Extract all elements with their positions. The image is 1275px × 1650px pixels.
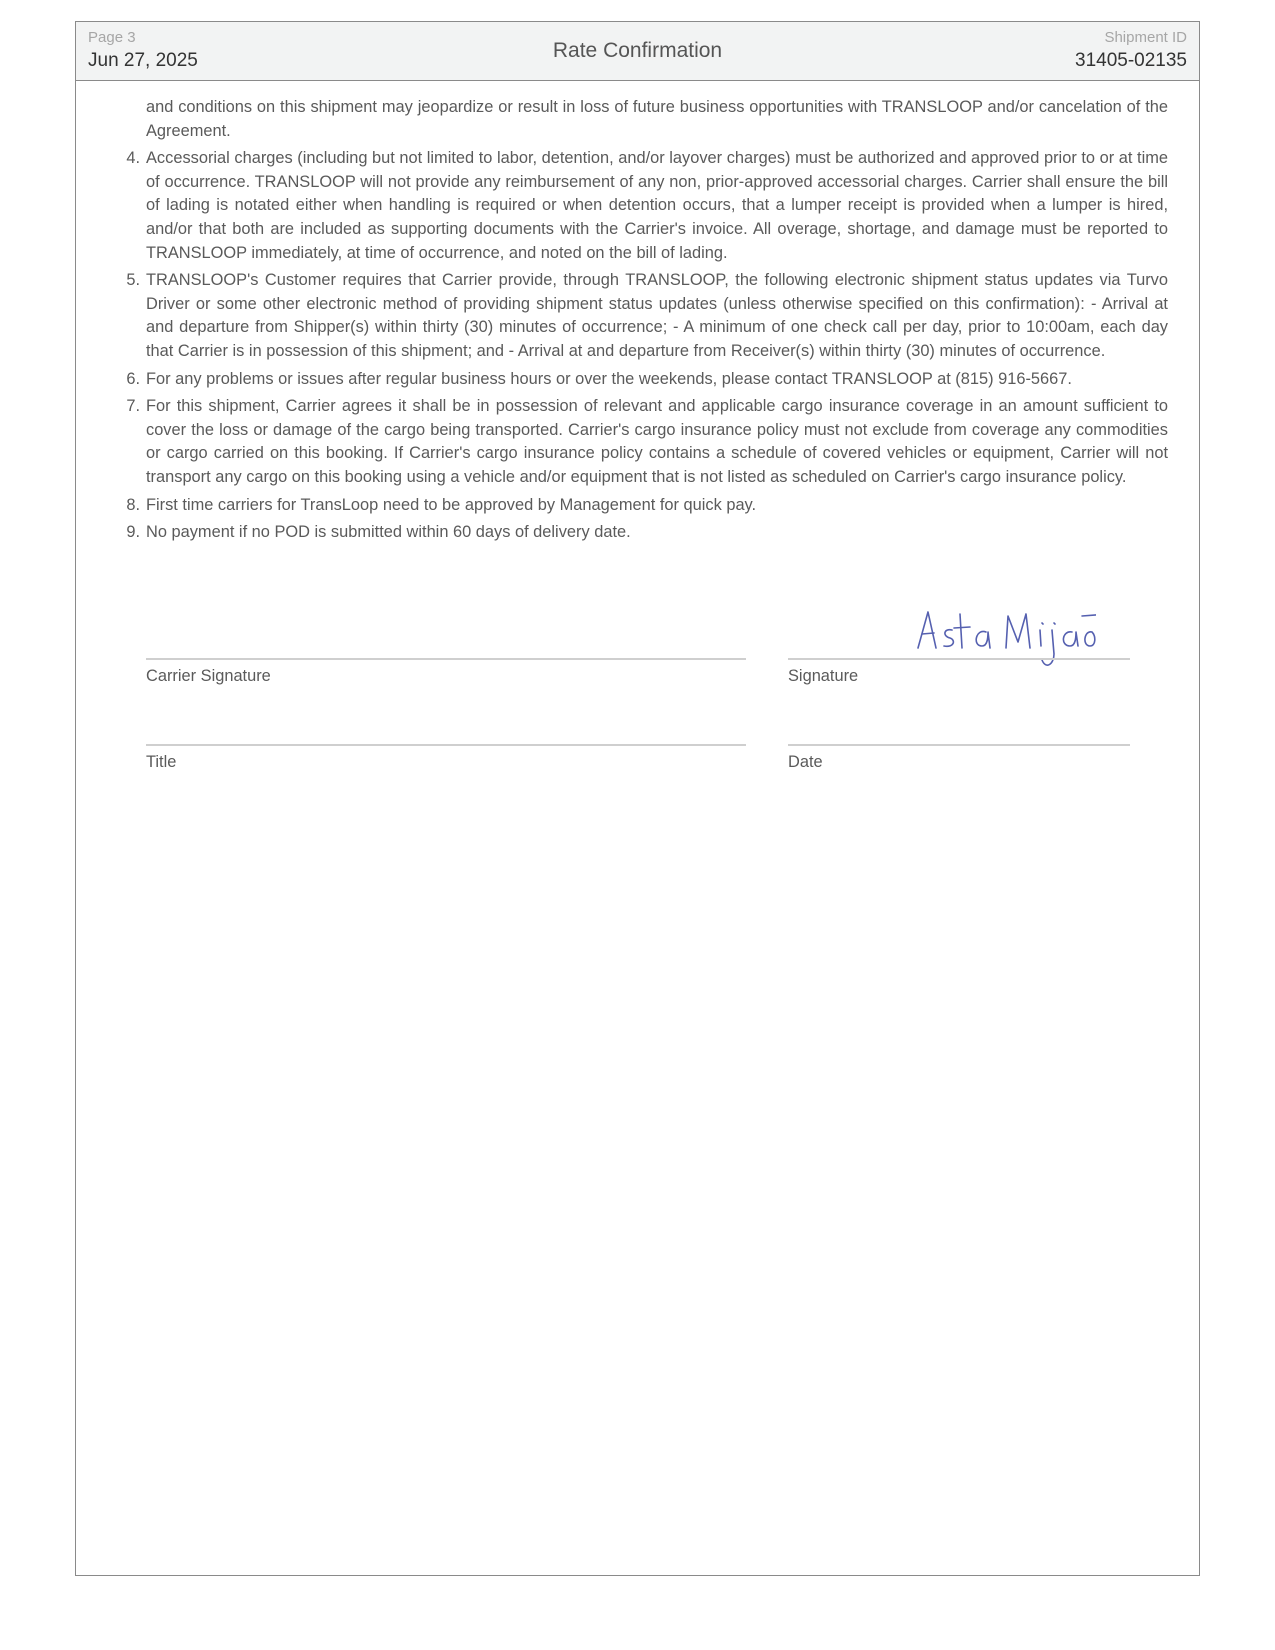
term-number: 5. bbox=[126, 271, 140, 290]
term-continuation: and conditions on this shipment may jeopardize or result in loss of future business opportunities with TRANSLOOP and/or cancelation of the Agreement. bbox=[146, 98, 1168, 140]
handwritten-signature bbox=[896, 602, 1096, 682]
shipment-id: 31405-02135 bbox=[1075, 50, 1187, 71]
terms-list bbox=[126, 96, 1168, 549]
carrier-signature-label: Carrier Signature bbox=[146, 667, 271, 685]
term-item-9 bbox=[126, 521, 1168, 545]
page-number: Page 3 bbox=[88, 29, 136, 46]
document-title: Rate Confirmation bbox=[552, 39, 723, 62]
document-date: Jun 27, 2025 bbox=[88, 50, 198, 71]
title-line[interactable] bbox=[146, 744, 746, 746]
term-number: 6. bbox=[126, 369, 140, 388]
header-right bbox=[1075, 29, 1187, 73]
term-item-5 bbox=[126, 269, 1168, 363]
carrier-signature-line[interactable] bbox=[146, 658, 746, 660]
signature-block bbox=[146, 602, 1168, 822]
term-number: 8. bbox=[126, 495, 140, 514]
title-label: Title bbox=[146, 753, 177, 771]
term-text: No payment if no POD is submitted within 60 days of delivery date. bbox=[146, 523, 631, 542]
term-text: For any problems or issues after regular business hours or over the weekends, please contact TRANSLOOP at (815) 916-5667. bbox=[146, 369, 1072, 388]
term-text: Accessorial charges (including but not limited to labor, detention, and/or layover charges) must be authorized and approved prior to or at time of occurrence. TRANSLOOP will not provide any reimbursement of any non, prior-approved accessorial charges. Carrier shall ensure the bill of lading is notated either when handling is required or when detention occurs, that a lumper receipt is provided when a lumper is hired, and/or that both are included as supporting documents with the Carrier's invoice. All overage, shortage, and damage must be reported to TRANSLOOP immediately, at time of occurrence, and noted on the bill of lading. bbox=[146, 149, 1168, 262]
term-number: 7. bbox=[126, 397, 140, 416]
term-text: First time carriers for TransLoop need to be approved by Management for quick pay. bbox=[146, 495, 757, 514]
signature-line[interactable] bbox=[788, 658, 1130, 660]
term-item-7 bbox=[126, 395, 1168, 489]
page-header bbox=[76, 22, 1199, 81]
page-frame bbox=[75, 21, 1200, 1576]
shipment-id-label: Shipment ID bbox=[1104, 29, 1187, 46]
date-label: Date bbox=[788, 753, 823, 771]
term-item-6 bbox=[126, 368, 1168, 392]
signature-label: Signature bbox=[788, 667, 859, 685]
term-number: 9. bbox=[126, 523, 140, 542]
term-item-8 bbox=[126, 494, 1168, 518]
signature-name: Asta Mijač bbox=[896, 602, 901, 603]
term-number: 4. bbox=[126, 149, 140, 168]
term-text: For this shipment, Carrier agrees it shall be in possession of relevant and applicable cargo insurance coverage in an amount sufficient to cover the loss or damage of the cargo being transported. Carrier's cargo insurance policy must not exclude from coverage any commodities or cargo carried on this booking. If Carrier's cargo insurance policy contains a schedule of covered vehicles or equipment, Carrier will not transport any cargo on this booking using a vehicle and/or equipment that is not listed as scheduled on Carrier's cargo insurance policy. bbox=[146, 397, 1168, 486]
date-line[interactable] bbox=[788, 744, 1130, 746]
term-text: TRANSLOOP's Customer requires that Carrier provide, through TRANSLOOP, the following electronic shipment status updates via Turvo Driver or some other electronic method of providing shipment status updates (unless otherwise specified on this confirmation): - Arrival at and departure from Shipper(s) within thirty (30) minutes of occurrence; - A minimum of one check call per day, prior to 10:00am, each day that Carrier is in possession of this shipment; and - Arrival at and departure from Receiver(s) within thirty (30) minutes of occurrence. bbox=[146, 271, 1168, 360]
term-item-4 bbox=[126, 147, 1168, 265]
